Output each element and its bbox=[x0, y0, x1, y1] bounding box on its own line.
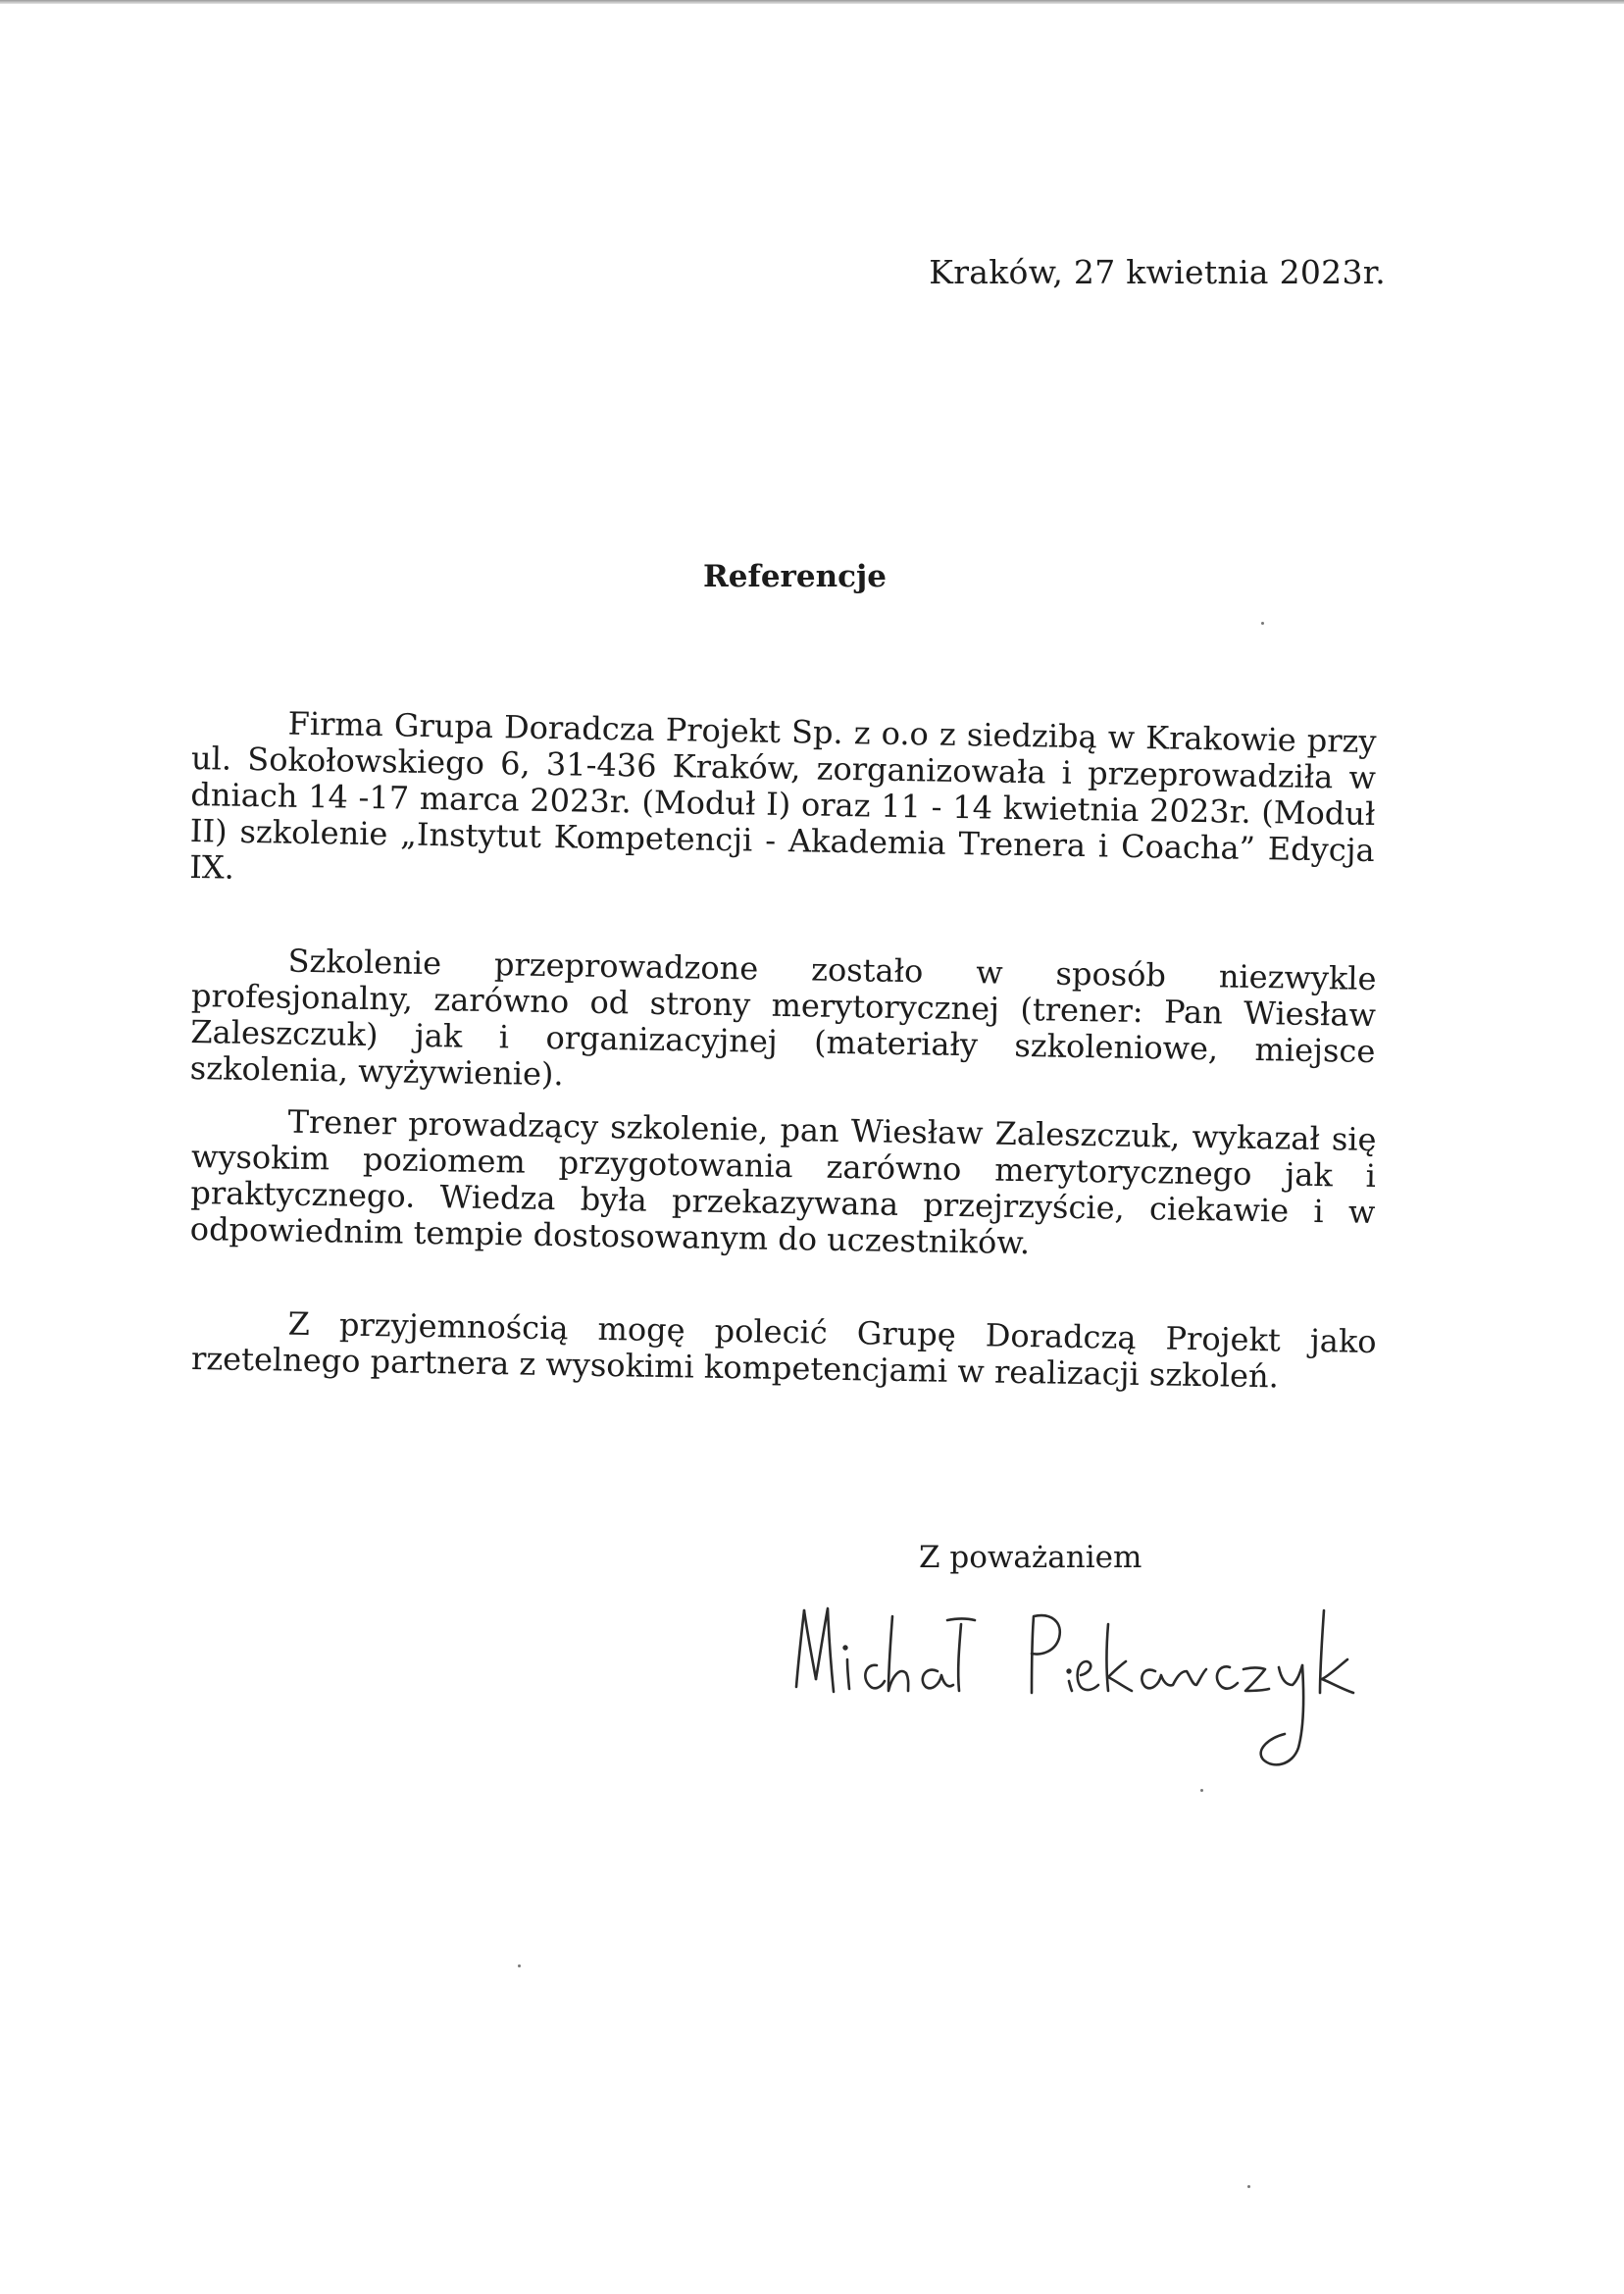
letter-title: Referencje bbox=[703, 559, 887, 594]
paragraph-3-text: Trener prowadzący szkolenie, pan Wiesław Zaleszczuk, wykazał się wysokim poziomem przygotowania zarówno merytorycznego jak i praktycznego. Wiedza była przekazywana przejrzyście, ciekawie i w odpowiednim tempie dostosowanym do uczestników. bbox=[189, 1102, 1377, 1262]
scan-top-edge bbox=[0, 0, 1624, 4]
paragraph-2-text: Szkolenie przeprowadzone zostało w sposób niezwykle profesjonalny, zarówno od strony merytorycznej (trener: Pan Wiesław Zaleszczuk) jak i organizacyjnej (materiały szkoleniowe, miejsce szkolenia, wyżywienie). bbox=[189, 942, 1377, 1094]
scan-speck bbox=[1247, 2185, 1250, 2188]
letter-date: Kraków, 27 kwietnia 2023r. bbox=[929, 253, 1386, 291]
paragraph-3 bbox=[190, 1102, 1377, 1267]
paragraph-4 bbox=[191, 1304, 1377, 1397]
scan-speck bbox=[1261, 622, 1264, 625]
closing-salutation: Z poważaniem bbox=[919, 1540, 1142, 1575]
handwritten-signature bbox=[775, 1569, 1363, 1785]
paragraph-1-text: Firma Grupa Doradcza Projekt Sp. z o.o z siedzibą w Krakowie przy ul. Sokołowskiego 6, 31-436 Kraków, zorganizowała i przeprowadziła w dniach 14 -17 marca 2023r. (Moduł I) oraz 11 - 14 kwietnia 2023r. (Moduł II) szkolenie „Instytut Kompetencji - Akademia Trenera i Coacha” Edycja IX. bbox=[188, 704, 1377, 887]
paragraph-1 bbox=[189, 704, 1377, 905]
paragraph-2 bbox=[190, 942, 1377, 1106]
scan-speck bbox=[518, 1964, 521, 1967]
scan-speck bbox=[1200, 1789, 1203, 1792]
paragraph-4-text: Z przyjemnością mogę polecić Grupę Doradczą Projekt jako rzetelnego partnera z wysokimi kompetencjami w realizacji szkoleń. bbox=[190, 1304, 1377, 1396]
